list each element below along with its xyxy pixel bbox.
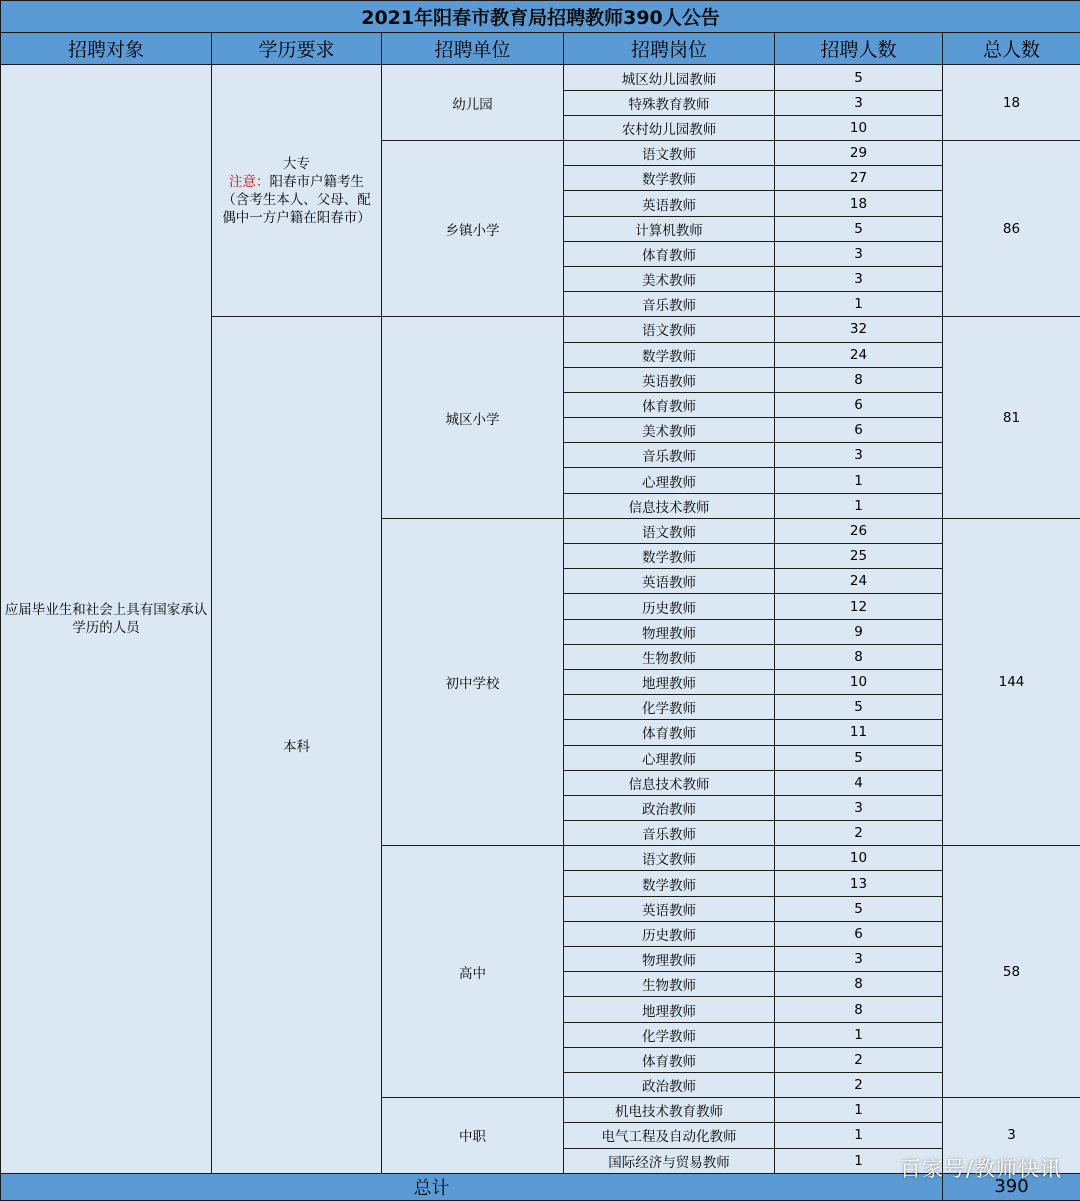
total-label: 总计 bbox=[1, 1173, 943, 1200]
count-cell: 26 bbox=[775, 518, 943, 543]
count-cell: 1 bbox=[775, 292, 943, 317]
position-cell: 体育教师 bbox=[564, 241, 775, 266]
position-cell: 信息技术教师 bbox=[564, 493, 775, 518]
count-cell: 18 bbox=[775, 191, 943, 216]
count-cell: 8 bbox=[775, 997, 943, 1022]
header-education: 学历要求 bbox=[212, 33, 382, 65]
unit-total-cell: 3 bbox=[943, 1098, 1080, 1174]
count-cell: 1 bbox=[775, 1098, 943, 1123]
note-text: 阳春市户籍考生 bbox=[269, 173, 364, 190]
count-cell: 25 bbox=[775, 544, 943, 569]
count-cell: 3 bbox=[775, 443, 943, 468]
count-cell: 32 bbox=[775, 317, 943, 342]
table-title: 2021年阳春市教育局招聘教师390人公告 bbox=[1, 1, 1080, 33]
position-cell: 机电技术教育教师 bbox=[564, 1098, 775, 1123]
count-cell: 6 bbox=[775, 418, 943, 443]
count-cell: 1 bbox=[775, 493, 943, 518]
watermark: 百家号/教师快讯 bbox=[899, 1157, 1062, 1181]
count-cell: 5 bbox=[775, 745, 943, 770]
position-cell: 生物教师 bbox=[564, 644, 775, 669]
position-cell: 体育教师 bbox=[564, 392, 775, 417]
count-cell: 3 bbox=[775, 947, 943, 972]
position-cell: 政治教师 bbox=[564, 1072, 775, 1097]
count-cell: 27 bbox=[775, 166, 943, 191]
position-cell: 地理教师 bbox=[564, 669, 775, 694]
position-cell: 数学教师 bbox=[564, 544, 775, 569]
count-cell: 4 bbox=[775, 770, 943, 795]
count-cell: 10 bbox=[775, 115, 943, 140]
count-cell: 10 bbox=[775, 669, 943, 694]
education-dazhuan-cell bbox=[212, 65, 382, 317]
position-cell: 语文教师 bbox=[564, 141, 775, 166]
position-cell: 政治教师 bbox=[564, 795, 775, 820]
header-count: 招聘人数 bbox=[775, 33, 943, 65]
count-cell: 6 bbox=[775, 921, 943, 946]
count-cell: 29 bbox=[775, 141, 943, 166]
header-position: 招聘岗位 bbox=[564, 33, 775, 65]
unit-cell: 幼儿园 bbox=[382, 65, 564, 141]
position-cell: 语文教师 bbox=[564, 518, 775, 543]
position-cell: 信息技术教师 bbox=[564, 770, 775, 795]
count-cell: 1 bbox=[775, 1123, 943, 1148]
position-cell: 体育教师 bbox=[564, 1047, 775, 1072]
count-cell: 12 bbox=[775, 594, 943, 619]
count-cell: 5 bbox=[775, 65, 943, 90]
count-cell: 3 bbox=[775, 241, 943, 266]
unit-cell: 中职 bbox=[382, 1098, 564, 1174]
header-unit: 招聘单位 bbox=[382, 33, 564, 65]
unit-total-cell: 144 bbox=[943, 518, 1080, 845]
unit-cell: 高中 bbox=[382, 846, 564, 1098]
position-cell: 历史教师 bbox=[564, 921, 775, 946]
position-cell: 英语教师 bbox=[564, 896, 775, 921]
count-cell: 1 bbox=[775, 468, 943, 493]
education-level: 大专 bbox=[283, 155, 310, 172]
count-cell: 5 bbox=[775, 216, 943, 241]
position-cell: 化学教师 bbox=[564, 695, 775, 720]
count-cell: 2 bbox=[775, 1047, 943, 1072]
position-cell: 英语教师 bbox=[564, 367, 775, 392]
count-cell: 3 bbox=[775, 266, 943, 291]
position-cell: 美术教师 bbox=[564, 418, 775, 443]
count-cell: 1 bbox=[775, 1022, 943, 1047]
position-cell: 特殊教育教师 bbox=[564, 90, 775, 115]
position-cell: 英语教师 bbox=[564, 569, 775, 594]
count-cell: 10 bbox=[775, 846, 943, 871]
header-target: 招聘对象 bbox=[1, 33, 212, 65]
position-cell: 心理教师 bbox=[564, 468, 775, 493]
count-cell: 6 bbox=[775, 392, 943, 417]
note-detail-2: 偶中一方户籍在阳春市） bbox=[222, 209, 371, 226]
position-cell: 地理教师 bbox=[564, 997, 775, 1022]
position-cell: 音乐教师 bbox=[564, 821, 775, 846]
position-cell: 英语教师 bbox=[564, 191, 775, 216]
unit-cell: 乡镇小学 bbox=[382, 141, 564, 317]
count-cell: 3 bbox=[775, 90, 943, 115]
position-cell: 语文教师 bbox=[564, 846, 775, 871]
unit-cell: 城区小学 bbox=[382, 317, 564, 519]
count-cell: 8 bbox=[775, 367, 943, 392]
position-cell: 历史教师 bbox=[564, 594, 775, 619]
unit-cell: 初中学校 bbox=[382, 518, 564, 845]
position-cell: 农村幼儿园教师 bbox=[564, 115, 775, 140]
position-cell: 美术教师 bbox=[564, 266, 775, 291]
count-cell: 11 bbox=[775, 720, 943, 745]
unit-total-cell: 81 bbox=[943, 317, 1080, 519]
unit-total-cell: 18 bbox=[943, 65, 1080, 141]
position-cell: 物理教师 bbox=[564, 947, 775, 972]
count-cell: 3 bbox=[775, 795, 943, 820]
position-cell: 音乐教师 bbox=[564, 443, 775, 468]
count-cell: 2 bbox=[775, 1072, 943, 1097]
note-label: 注意： bbox=[229, 173, 270, 190]
education-benke-cell: 本科 bbox=[212, 317, 382, 1173]
count-cell: 24 bbox=[775, 569, 943, 594]
count-cell: 9 bbox=[775, 619, 943, 644]
count-cell: 8 bbox=[775, 644, 943, 669]
position-cell: 心理教师 bbox=[564, 745, 775, 770]
note-detail-1: （含考生本人、父母、配 bbox=[222, 191, 371, 208]
count-cell: 13 bbox=[775, 871, 943, 896]
count-cell: 8 bbox=[775, 972, 943, 997]
count-cell: 5 bbox=[775, 695, 943, 720]
position-cell: 国际经济与贸易教师 bbox=[564, 1148, 775, 1173]
unit-total-cell: 58 bbox=[943, 846, 1080, 1098]
position-cell: 电气工程及自动化教师 bbox=[564, 1123, 775, 1148]
position-cell: 计算机教师 bbox=[564, 216, 775, 241]
position-cell: 语文教师 bbox=[564, 317, 775, 342]
target-cell: 应届毕业生和社会上具有国家承认学历的人员 bbox=[1, 65, 212, 1173]
header-total: 总人数 bbox=[943, 33, 1080, 65]
count-cell: 1 bbox=[775, 1148, 943, 1173]
position-cell: 化学教师 bbox=[564, 1022, 775, 1047]
position-cell: 体育教师 bbox=[564, 720, 775, 745]
table-row bbox=[1, 65, 1080, 90]
position-cell: 数学教师 bbox=[564, 871, 775, 896]
count-cell: 5 bbox=[775, 896, 943, 921]
count-cell: 24 bbox=[775, 342, 943, 367]
position-cell: 数学教师 bbox=[564, 342, 775, 367]
unit-total-cell: 86 bbox=[943, 141, 1080, 317]
position-cell: 音乐教师 bbox=[564, 292, 775, 317]
position-cell: 城区幼儿园教师 bbox=[564, 65, 775, 90]
position-cell: 物理教师 bbox=[564, 619, 775, 644]
count-cell: 2 bbox=[775, 821, 943, 846]
position-cell: 生物教师 bbox=[564, 972, 775, 997]
grand-total: 390 bbox=[943, 1173, 1080, 1200]
position-cell: 数学教师 bbox=[564, 166, 775, 191]
